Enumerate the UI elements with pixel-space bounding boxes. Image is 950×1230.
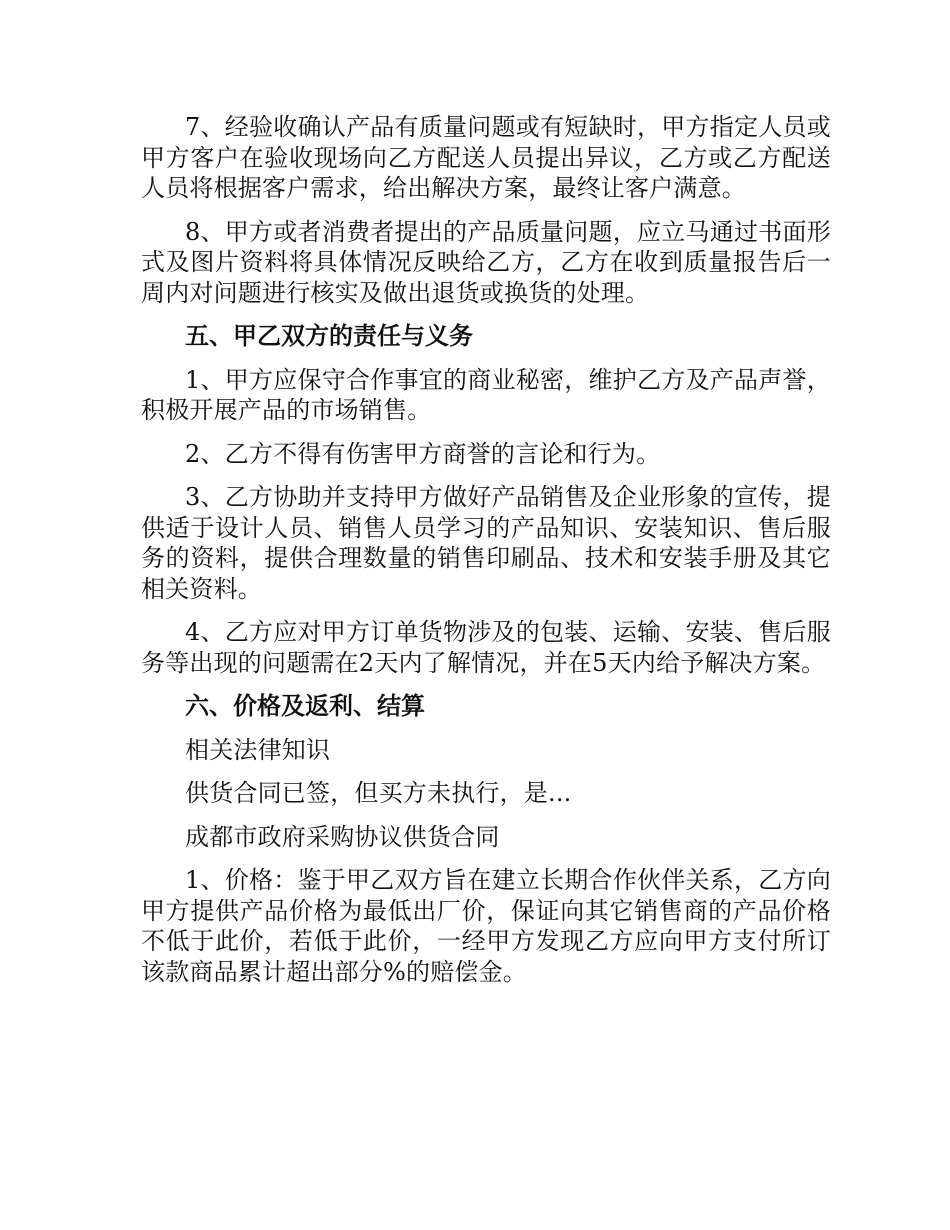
duty-3-paragraph: 3、乙方协助并支持甲方做好产品销售及企业形象的宣传，提供适于设计人员、销售人员学习的产品知识、安装知识、售后服务的资料，提供合理数量的销售印刷品、技术和安装手册及其它相关资料。 xyxy=(141,483,831,603)
price-clause-paragraph: 1、价格：鉴于甲乙双方旨在建立长期合作伙伴关系，乙方向甲方提供产品价格为最低出厂价，保证向其它销售商的产品价格不低于此价，若低于此价，一经甲方发现乙方应向甲方支付所订该款商品累计超出部分%的赔偿金。 xyxy=(141,866,831,986)
related-law-label: 相关法律知识 xyxy=(185,735,331,764)
section-5-heading: 五、甲乙双方的责任与义务 xyxy=(185,321,473,350)
clause-7-paragraph: 7、经验收确认产品有质量问题或有短缺时，甲方指定人员或甲方客户在验收现场向乙方配送人员提出异议，乙方或乙方配送人员将根据客户需求，给出解决方案，最终让客户满意。 xyxy=(141,113,831,202)
related-link-2: 成都市政府采购协议供货合同 xyxy=(185,822,500,851)
related-link-1: 供货合同已签，但买方未执行，是... xyxy=(185,779,572,807)
duty-4-paragraph: 4、乙方应对甲方订单货物涉及的包装、运输、安装、售后服务等出现的问题需在2天内了解情况，并在5天内给予解决方案。 xyxy=(141,618,831,677)
duty-2-paragraph: 2、乙方不得有伤害甲方商誉的言论和行为。 xyxy=(185,439,661,468)
duty-1-paragraph: 1、甲方应保守合作事宜的商业秘密，维护乙方及产品声誉，积极开展产品的市场销售。 xyxy=(141,365,831,424)
section-6-heading: 六、价格及返利、结算 xyxy=(185,691,425,720)
document-page xyxy=(141,112,831,1000)
clause-8-paragraph: 8、甲方或者消费者提出的产品质量问题，应立马通过书面形式及图片资料将具体情况反映给乙方，乙方在收到质量报告后一周内对问题进行核实及做出退货或换货的处理。 xyxy=(141,217,831,307)
